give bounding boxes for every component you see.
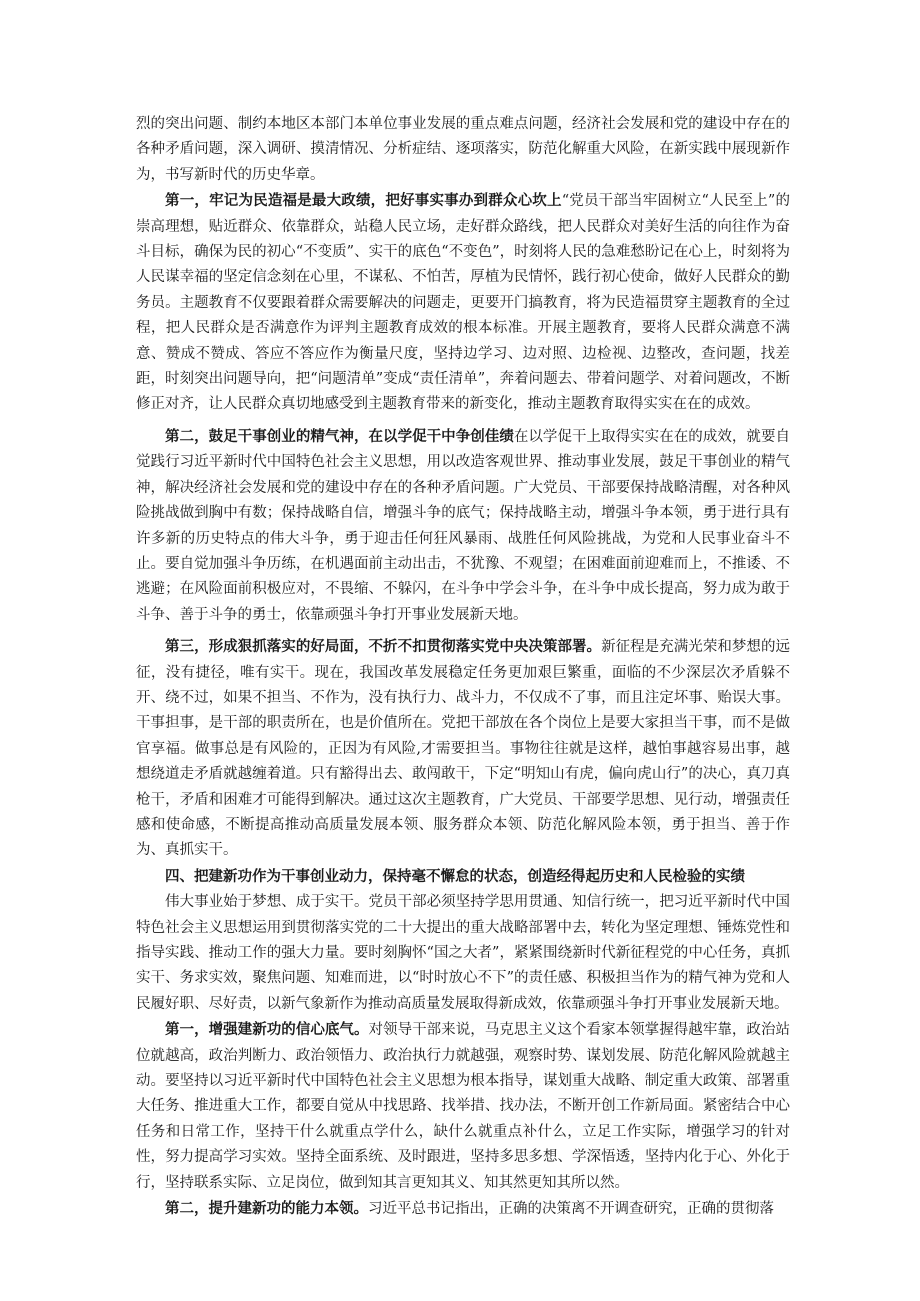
point-2-heading: 第二，鼓足干事创业的精气神，在以学促干中争创佳绩 [165,427,514,445]
paragraph-s4-point-2: 第二，提升建新功的能力本领。习近平总书记指出，正确的决策离不开调查研究，正确的贯彻落 [165,1200,774,1218]
paragraph-section-4-intro: 伟大事业始于梦想、成于实干。党员干部必须坚持学思用贯通、知信行统一，把习近平新时代中国特色社会主义思想运用到贯彻落实党的二十大提出的重大战略部署中去，转化为坚定理想、锤炼党性和指导实践、推动工作的强大力量。要时刻胸怀“国之大者”，紧紧围绕新时代新征程党的中心任务，真抓实干、务求实效，聚焦问题、知难而进，以“时时放心不下”的责任感、积极担当作为的精气神为党和人民履好职、尽好责，以新气象新作为推动高质量发展取得新成效，依靠顽强斗争打开事业发展新天地。 [136,894,790,1012]
paragraph-point-1: 第一，牢记为民造福是最大政绩，把好事实事办到群众心坎上“党员干部当牢固树立“人民至上”的崇高理想，贴近群众、依靠群众，站稳人民立场，走好群众路线，把人民群众对美好生活的向往作为奋斗目标，确保为民的初心“不变质”、实干的底色“不变色”，时刻将人民的急难愁盼记在心上，时刻将为人民谋幸福的坚定信念刻在心里，不谋私、不怕苦，厚植为民情怀，践行初心使命，做好人民群众的勤务员。主题教育不仅要跟着群众需要解决的问题走，更要开门搞教育，将为民造福贯穿主题教育的全过程，把人民群众是否满意作为评判主题教育成效的根本标准。开展主题教育，要将人民群众满意不满意、赞成不赞成、答应不答应作为衡量尺度，坚持边学习、边对照、边检视、边整改，查问题，找差距，时刻突出问题导向，把“问题清单”变成“责任清单”，奔着问题去、带着问题学、对着问题改，不断修正对齐，让人民群众真切地感受到主题教育带来的新变化，推动主题教育取得实实在在的成效。 [136,192,790,413]
paragraph-point-3: 第三，形成狠抓落实的好局面，不折不扣贯彻落实党中央决策部署。新征程是充满光荣和梦想的远征，没有捷径，唯有实干。现在，我国改革发展稳定任务更加艰巨繁重，面临的不少深层次矛盾躲不开、绕不过，如果不担当、不作为，没有执行力、战斗力，不仅成不了事，而且注定坏事、贻误大事。干事担事，是干部的职责所在，也是价值所在。党把干部放在各个岗位上是要大家担当干事，而不是做官享福。做事总是有风险的，正因为有风险,才需要担当。事物往往就是这样，越怕事越容易出事，越想绕道走矛盾就越缠着道。只有豁得出去、敢闯敢干，下定“明知山有虎，偏向虎山行”的决心，真刀真枪干，矛盾和困难才可能得到解决。通过这次主题教育，广大党员、干部要学思想、见行动，增强责任感和使命感，不断提高推动高质量发展本领、服务群众本领、防范化解风险本领，勇于担当、善于作为、真抓实干。 [136,638,791,859]
paragraph-point-2: 第二，鼓足干事创业的精气神，在以学促干中争创佳绩在以学促干上取得实实在在的成效，就要自觉践行习近平新时代中国特色社会主义思想，用以改造客观世界、推动事业发展，鼓足干事创业的精气神，解决经济社会发展和党的建设中存在的各种矛盾问题。广大党员、干部要保持战略清醒，对各种风险挑战做到胸中有数；保持战略自信，增强斗争的底气；保持战略主动，增强斗争本领，勇于进行具有许多新的历史特点的伟大斗争，勇于迎击任何狂风暴雨、战胜任何风险挑战，为党和人民事业奋斗不止。要自觉加强斗争历练，在机遇面前主动出击，不犹豫、不观望；在困难面前迎难而上，不推诿、不逃避；在风险面前积极应对，不畏缩、不躲闪，在斗争中学会斗争，在斗争中成长提高，努力成为敢于斗争、善于斗争的勇士，依靠顽强斗争打开事业发展新天地。 [136,427,791,623]
point-1-heading: 第一，牢记为民造福是最大政绩，把好事实事办到群众心坎上 [165,192,562,210]
s4-point-2-heading: 第二，提升建新功的能力本领。 [165,1200,368,1218]
document-page [136,112,790,1222]
paragraph-continued: 烈的突出问题、制约本地区本部门本单位事业发展的重点难点问题，经济社会发展和党的建设中存在的各种矛盾问题，深入调研、摸清情况、分析症结、逐项落实，防范化解重大风险，在新实践中展现新作为，书写新时代的历史华章。 [136,116,790,183]
point-3-heading: 第三，形成狠抓落实的好局面，不折不扣贯彻落实党中央决策部署。 [165,638,602,656]
s4-point-1-heading: 第一，增强建新功的信心底气。 [165,1021,369,1039]
section-4-heading: 四、把建新功作为干事创业动力，保持毫不懈怠的状态，创造经得起历史和人民检验的实绩 [165,867,745,885]
paragraph-s4-point-1: 第一，增强建新功的信心底气。对领导干部来说，马克思主义这个看家本领掌握得越牢靠，政治站位就越高，政治判断力、政治领悟力、政治执行力就越强，观察时势、谋划发展、防范化解风险就越主动。要坚持以习近平新时代中国特色社会主义思想为根本指导，谋划重大战略、制定重大政策、部署重大任务、推进重大工作，都要自觉从中找思路、找举措、找办法，不断开创工作新局面。紧密结合中心任务和日常工作，坚持干什么就重点学什么，缺什么就重点补什么，立足工作实际，增强学习的针对性，努力提高学习实效。坚持全面系统、及时跟进，坚持多思多想、学深悟透，坚持内化于心、外化于行，坚持联系实际、立足岗位，做到知其言更知其义、知其然更知其所以然。 [136,1021,790,1191]
